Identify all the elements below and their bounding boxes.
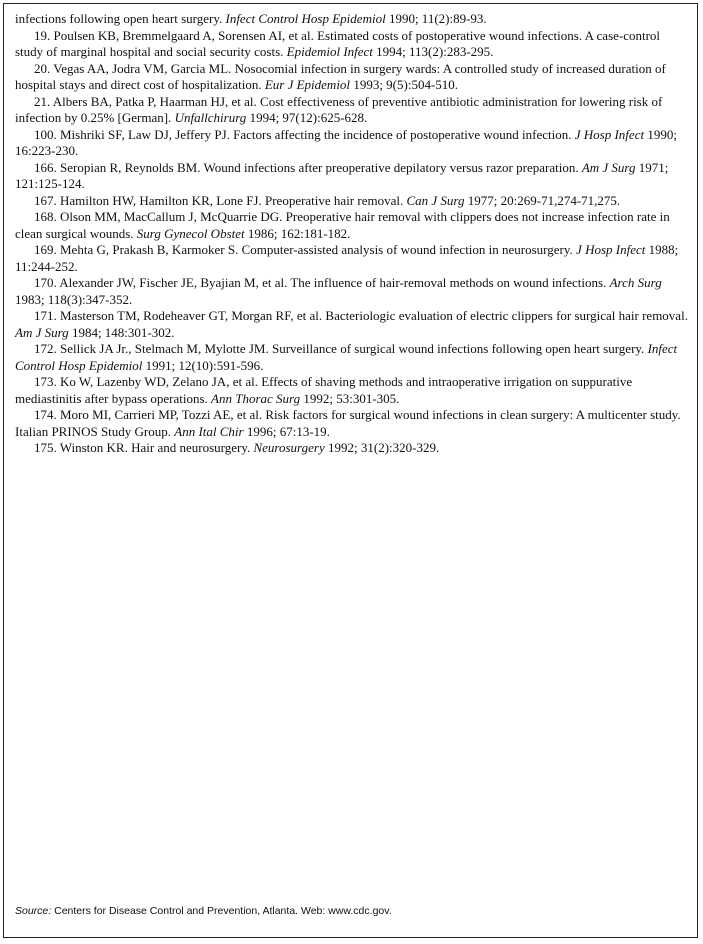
reference-text: 168. Olson MM, MacCallum J, McQuarrie DG. Preoperative hair removal with clippers does not increase infection rate in clean surgical wounds. xyxy=(15,209,670,241)
reference-text: 172. Sellick JA Jr., Stelmach M, Mylotte JM. Surveillance of surgical wound infections following open heart surgery. xyxy=(34,341,648,356)
journal-title: Can J Surg xyxy=(406,192,465,208)
journal-title: Ann Ital Chir xyxy=(174,423,244,439)
reference-text: 1993; 9(5):504-510. xyxy=(350,77,459,92)
reference-list xyxy=(15,11,691,457)
reference-text: infections following open heart surgery. xyxy=(15,11,226,26)
source-text: Centers for Disease Control and Prevention, Atlanta. Web: www.cdc.gov. xyxy=(51,905,392,917)
journal-title: Ann Thorac Surg xyxy=(211,390,301,406)
reference-text: 21. Albers BA, Patka P, Haarman HJ, et al. Cost effectiveness of preventive antibiotic administration for lowering risk of infection by 0.25% [German]. xyxy=(15,93,663,125)
reference-text: 1994; 97(12):625-628. xyxy=(246,110,368,125)
reference-item xyxy=(15,11,691,28)
reference-text: 1991; 12(10):591-596. xyxy=(142,357,264,373)
reference-text: 1990; 16:223-230. xyxy=(15,126,677,158)
reference-item xyxy=(15,440,691,457)
journal-title: Neurosurgery xyxy=(253,440,325,455)
journal-title: Am J Surg xyxy=(581,159,636,175)
reference-text: 1983; 118(3):347-352. xyxy=(15,291,133,307)
reference-item xyxy=(15,94,691,127)
reference-item xyxy=(15,407,691,440)
journal-title: Eur J Epidemiol xyxy=(264,77,351,92)
journal-title: Infect Control Hosp Epidemiol xyxy=(15,341,678,373)
reference-text: 1988; 11:244-252. xyxy=(15,242,679,274)
reference-text: 1992; 31(2):320-329. xyxy=(324,440,440,455)
reference-text: 169. Mehta G, Prakash B, Karmoker S. Computer-assisted analysis of wound infection in neurosurgery. xyxy=(34,242,577,257)
reference-text: 19. Poulsen KB, Bremmelgaard A, Sorensen AI, et al. Estimated costs of postoperative wound infections. A case-control study of marginal hospital and social security costs. xyxy=(15,27,661,59)
reference-text: 1984; 148:301-302. xyxy=(68,324,175,340)
reference-item xyxy=(15,160,691,193)
reference-text: 1994; 113(2):283-295. xyxy=(372,44,494,59)
reference-text: 100. Mishriki SF, Law DJ, Jeffery PJ. Factors affecting the incidence of postoperative wound infection. xyxy=(34,126,575,142)
reference-text: 20. Vegas AA, Jodra VM, Garcia ML. Nosocomial infection in surgery wards: A controlled study of increased duration of hospital stays and direct cost of hospitalization. xyxy=(15,60,666,92)
reference-item xyxy=(15,193,691,210)
reference-text: 175. Winston KR. Hair and neurosurgery. xyxy=(34,440,254,455)
reference-text: 1977; 20:269-71,274-71,275. xyxy=(464,192,621,208)
journal-title: Arch Surg xyxy=(609,275,662,290)
reference-text: 1996; 67:13-19. xyxy=(243,423,330,439)
reference-text: 1986; 162:181-182. xyxy=(244,225,351,241)
reference-text: 174. Moro MI, Carrieri MP, Tozzi AE, et al. Risk factors for surgical wound infections in clean surgery: A multicenter study. Italian PRINOS Study Group. xyxy=(15,407,681,439)
source-note xyxy=(15,905,392,917)
journal-title: Epidemiol Infect xyxy=(286,44,373,59)
reference-text: 1990; 11(2):89-93. xyxy=(385,11,487,26)
reference-item xyxy=(15,209,691,242)
reference-item xyxy=(15,374,691,407)
journal-title: Surg Gynecol Obstet xyxy=(136,225,245,241)
source-label: Source: xyxy=(15,905,52,917)
journal-title: Am J Surg xyxy=(15,324,69,340)
reference-text: 171. Masterson TM, Rodeheaver GT, Morgan RF, et al. Bacteriologic evaluation of electric clippers for surgical hair removal. xyxy=(34,308,688,323)
reference-item xyxy=(15,242,691,275)
reference-text: 1992; 53:301-305. xyxy=(300,390,400,406)
reference-item xyxy=(15,275,691,308)
journal-title: J Hosp Infect xyxy=(576,242,646,257)
reference-text: 167. Hamilton HW, Hamilton KR, Lone FJ. Preoperative hair removal. xyxy=(34,192,407,208)
journal-title: Infect Control Hosp Epidemiol xyxy=(225,11,386,26)
reference-item xyxy=(15,28,691,61)
reference-text: 170. Alexander JW, Fischer JE, Byajian M, et al. The influence of hair-removal methods on wound infections. xyxy=(34,275,610,290)
reference-item xyxy=(15,127,691,160)
reference-item xyxy=(15,308,691,341)
reference-text: 166. Seropian R, Reynolds BM. Wound infections after preoperative depilatory versus razor preparation. xyxy=(34,159,582,175)
reference-text: 173. Ko W, Lazenby WD, Zelano JA, et al. Effects of shaving methods and intraoperative irrigation on suppurative mediastinitis after bypass operations. xyxy=(15,374,633,406)
reference-item xyxy=(15,61,691,94)
reference-item xyxy=(15,341,691,374)
reference-text: 1971; 121:125-124. xyxy=(15,159,669,191)
journal-title: Unfallchirurg xyxy=(174,110,247,125)
journal-title: J Hosp Infect xyxy=(574,126,645,142)
